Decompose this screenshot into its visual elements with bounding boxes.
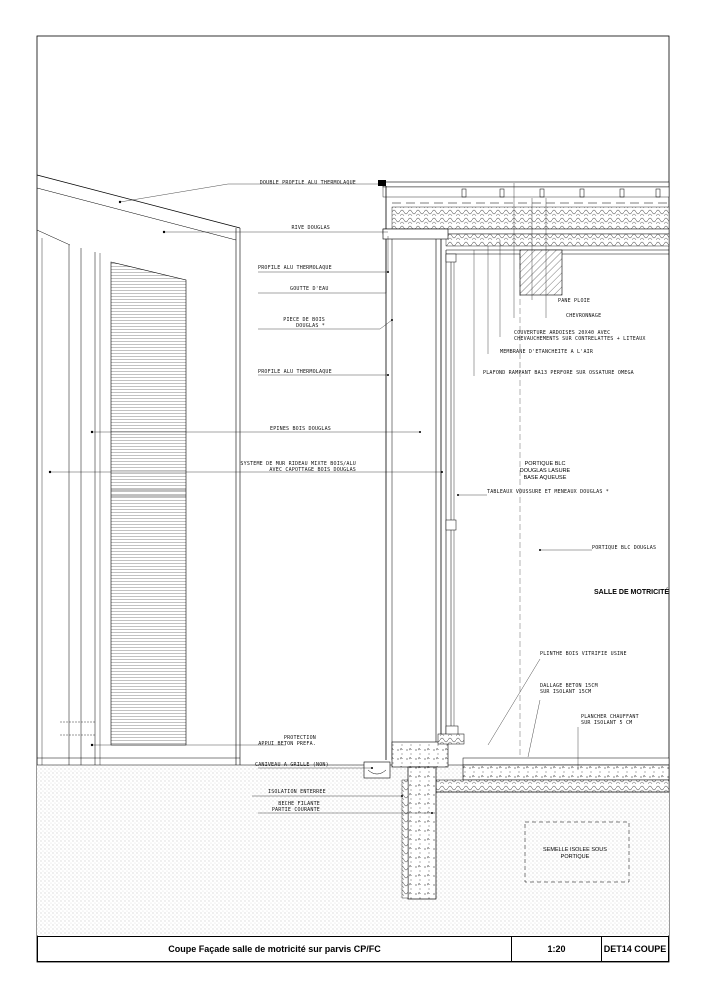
label-profile-alu-1: PROFILE ALU THERMOLAQUE xyxy=(258,265,332,271)
label-beche: BECHE FILANTE PARTIE COURANTE xyxy=(271,801,320,813)
label-caniveau: CANIVEAU A GRILLE (NON) xyxy=(255,762,329,768)
label-epines-bois: EPINES BOIS DOUGLAS xyxy=(270,426,331,432)
label-plinthe: PLINTHE BOIS VITRIFIE USINE xyxy=(540,651,627,657)
label-piece-bois: PIECE DE BOIS DOUGLAS * xyxy=(283,317,325,329)
label-salle: SALLE DE MOTRICITÉ xyxy=(594,589,670,596)
label-systeme-mur: SYSTEME DE MUR RIDEAU MIXTE BOIS/ALU AVEC CAPOTTAGE BOIS DOUGLAS xyxy=(240,461,356,473)
drawing-scale: 1:20 xyxy=(512,937,602,961)
label-plancher: PLANCHER CHAUFFANT SUR ISOLANT 5 CM xyxy=(581,714,639,726)
label-membrane: MEMBRANE D'ETANCHEITE A L'AIR xyxy=(500,349,594,355)
label-double-profile: DOUBLE PROFILE ALU THERMOLAQUE xyxy=(259,180,356,186)
label-profile-alu-2: PROFILE ALU THERMOLAQUE xyxy=(258,369,332,375)
label-couverture: COUVERTURE ARDOISES 20X40 AVEC CHEVAUCHEMENTS SUR CONTRELATTES + LITEAUX xyxy=(514,330,646,342)
label-dallage: DALLAGE BETON 15CM SUR ISOLANT 15CM xyxy=(540,683,598,695)
title-block xyxy=(37,936,669,962)
label-portique-blc: PORTIQUE BLC DOUGLAS xyxy=(592,545,657,551)
label-rive-douglas: RIVE DOUGLAS xyxy=(291,225,330,231)
label-portique-blc-title: PORTIQUE BLC DOUGLAS LASURE BASE AQUEUSE xyxy=(519,461,571,481)
label-protection: PROTECTION APPUI BETON PREFA. xyxy=(258,735,316,747)
label-plafond: PLAFOND RAMPANT BA13 PERFORE SUR OSSATURE OMEGA xyxy=(483,370,634,376)
label-isolation-enterree: ISOLATION ENTERREE xyxy=(268,789,326,795)
label-tableaux: TABLEAUX VOUSSURE ET MENEAUX DOUGLAS * xyxy=(487,489,609,495)
label-panne-ploie: PANE PLOIE xyxy=(558,298,591,304)
label-chevronnage: CHEVRONNAGE xyxy=(566,313,602,319)
label-semelle: SEMELLE ISOLEE SOUS PORTIQUE xyxy=(543,847,607,860)
drawing-title: Coupe Façade salle de motricité sur parvis CP/FC xyxy=(38,937,512,961)
drawing-reference: DET14 COUPE xyxy=(603,944,667,954)
label-goutte-eau: GOUTTE D'EAU xyxy=(290,286,329,292)
